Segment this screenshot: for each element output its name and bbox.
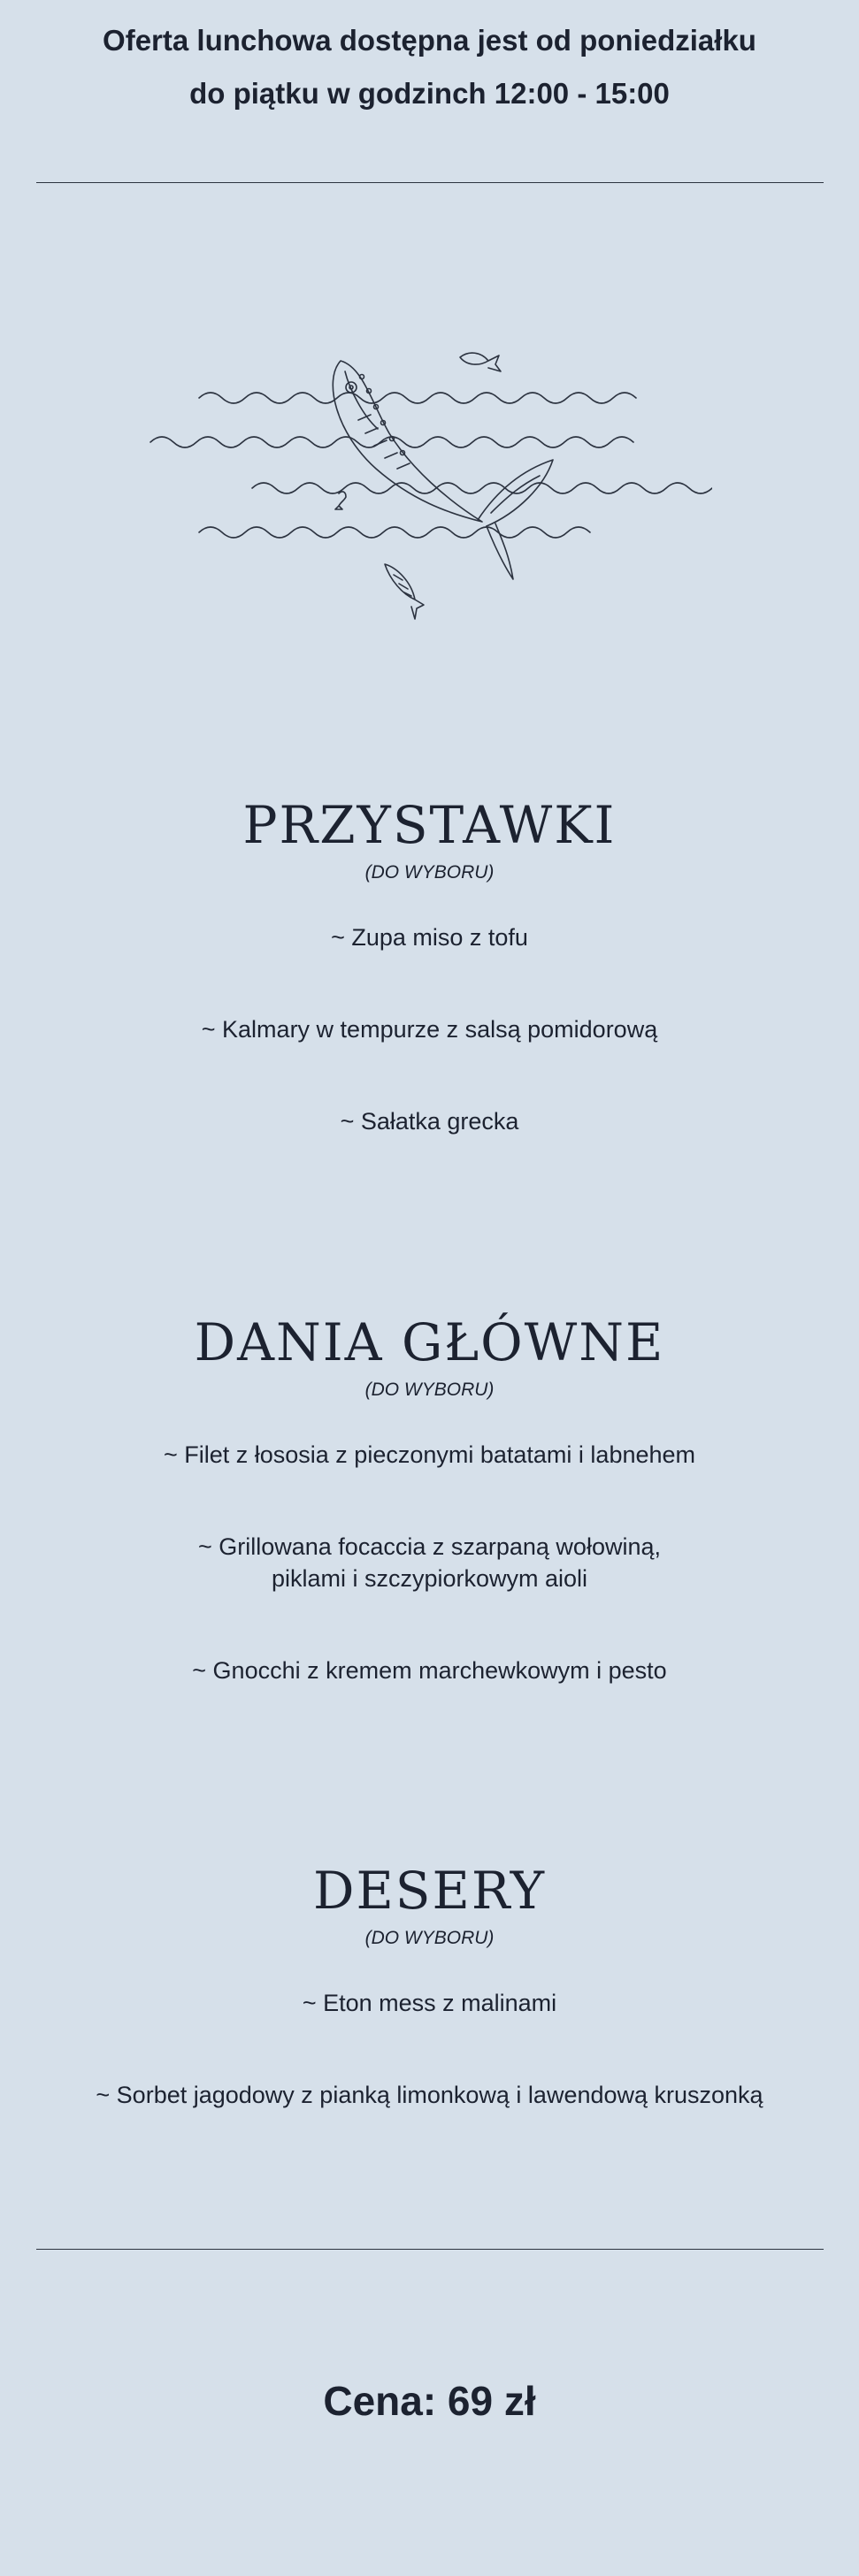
section-subtitle: (DO WYBORU) — [364, 862, 495, 883]
lunch-hours-line-2: do piątku w godzinch 12:00 - 15:00 — [189, 77, 670, 110]
menu-item: ~ Zupa miso z tofu — [331, 924, 528, 951]
section-title: DANIA GŁÓWNE — [194, 1312, 665, 1372]
menu-item: ~ Eton mess z malinami — [302, 1990, 557, 2016]
price: Cena: 69 zł — [323, 2378, 536, 2424]
section-title: PRZYSTAWKI — [242, 795, 617, 855]
menu-item: ~ Kalmary w tempurze z salsą pomidorową — [201, 1016, 658, 1043]
menu-item: ~ Filet z łososia z pieczonymi batatami i labnehem — [163, 1441, 696, 1468]
menu-items — [0, 1439, 859, 1686]
menu-item: ~ Grillowana focaccia z szarpaną wołowiną, piklami i szczypiorkowym aioli — [197, 1533, 661, 1592]
fish-waves-illustration-icon — [146, 336, 712, 654]
section-subtitle: (DO WYBORU) — [364, 1928, 495, 1948]
menu-item: ~ Sałatka grecka — [340, 1108, 519, 1135]
section-title: DESERY — [312, 1861, 547, 1921]
menu-item: ~ Gnocchi z kremem marchewkowym i pesto — [192, 1657, 667, 1684]
menu-item: ~ Sorbet jagodowy z pianką limonkową i lawendową kruszonką — [96, 2082, 763, 2108]
section-desserts — [0, 1860, 859, 2111]
section-starters — [0, 794, 859, 1137]
bottom-divider — [36, 2249, 824, 2250]
menu-items — [0, 1987, 859, 2111]
section-subtitle: (DO WYBORU) — [364, 1380, 495, 1400]
menu-items — [0, 921, 859, 1137]
lunch-hours-notice — [0, 14, 859, 120]
lunch-hours-line-1: Oferta lunchowa dostępna jest od poniedziałku — [103, 24, 756, 57]
section-mains — [0, 1311, 859, 1686]
top-divider — [36, 182, 824, 183]
